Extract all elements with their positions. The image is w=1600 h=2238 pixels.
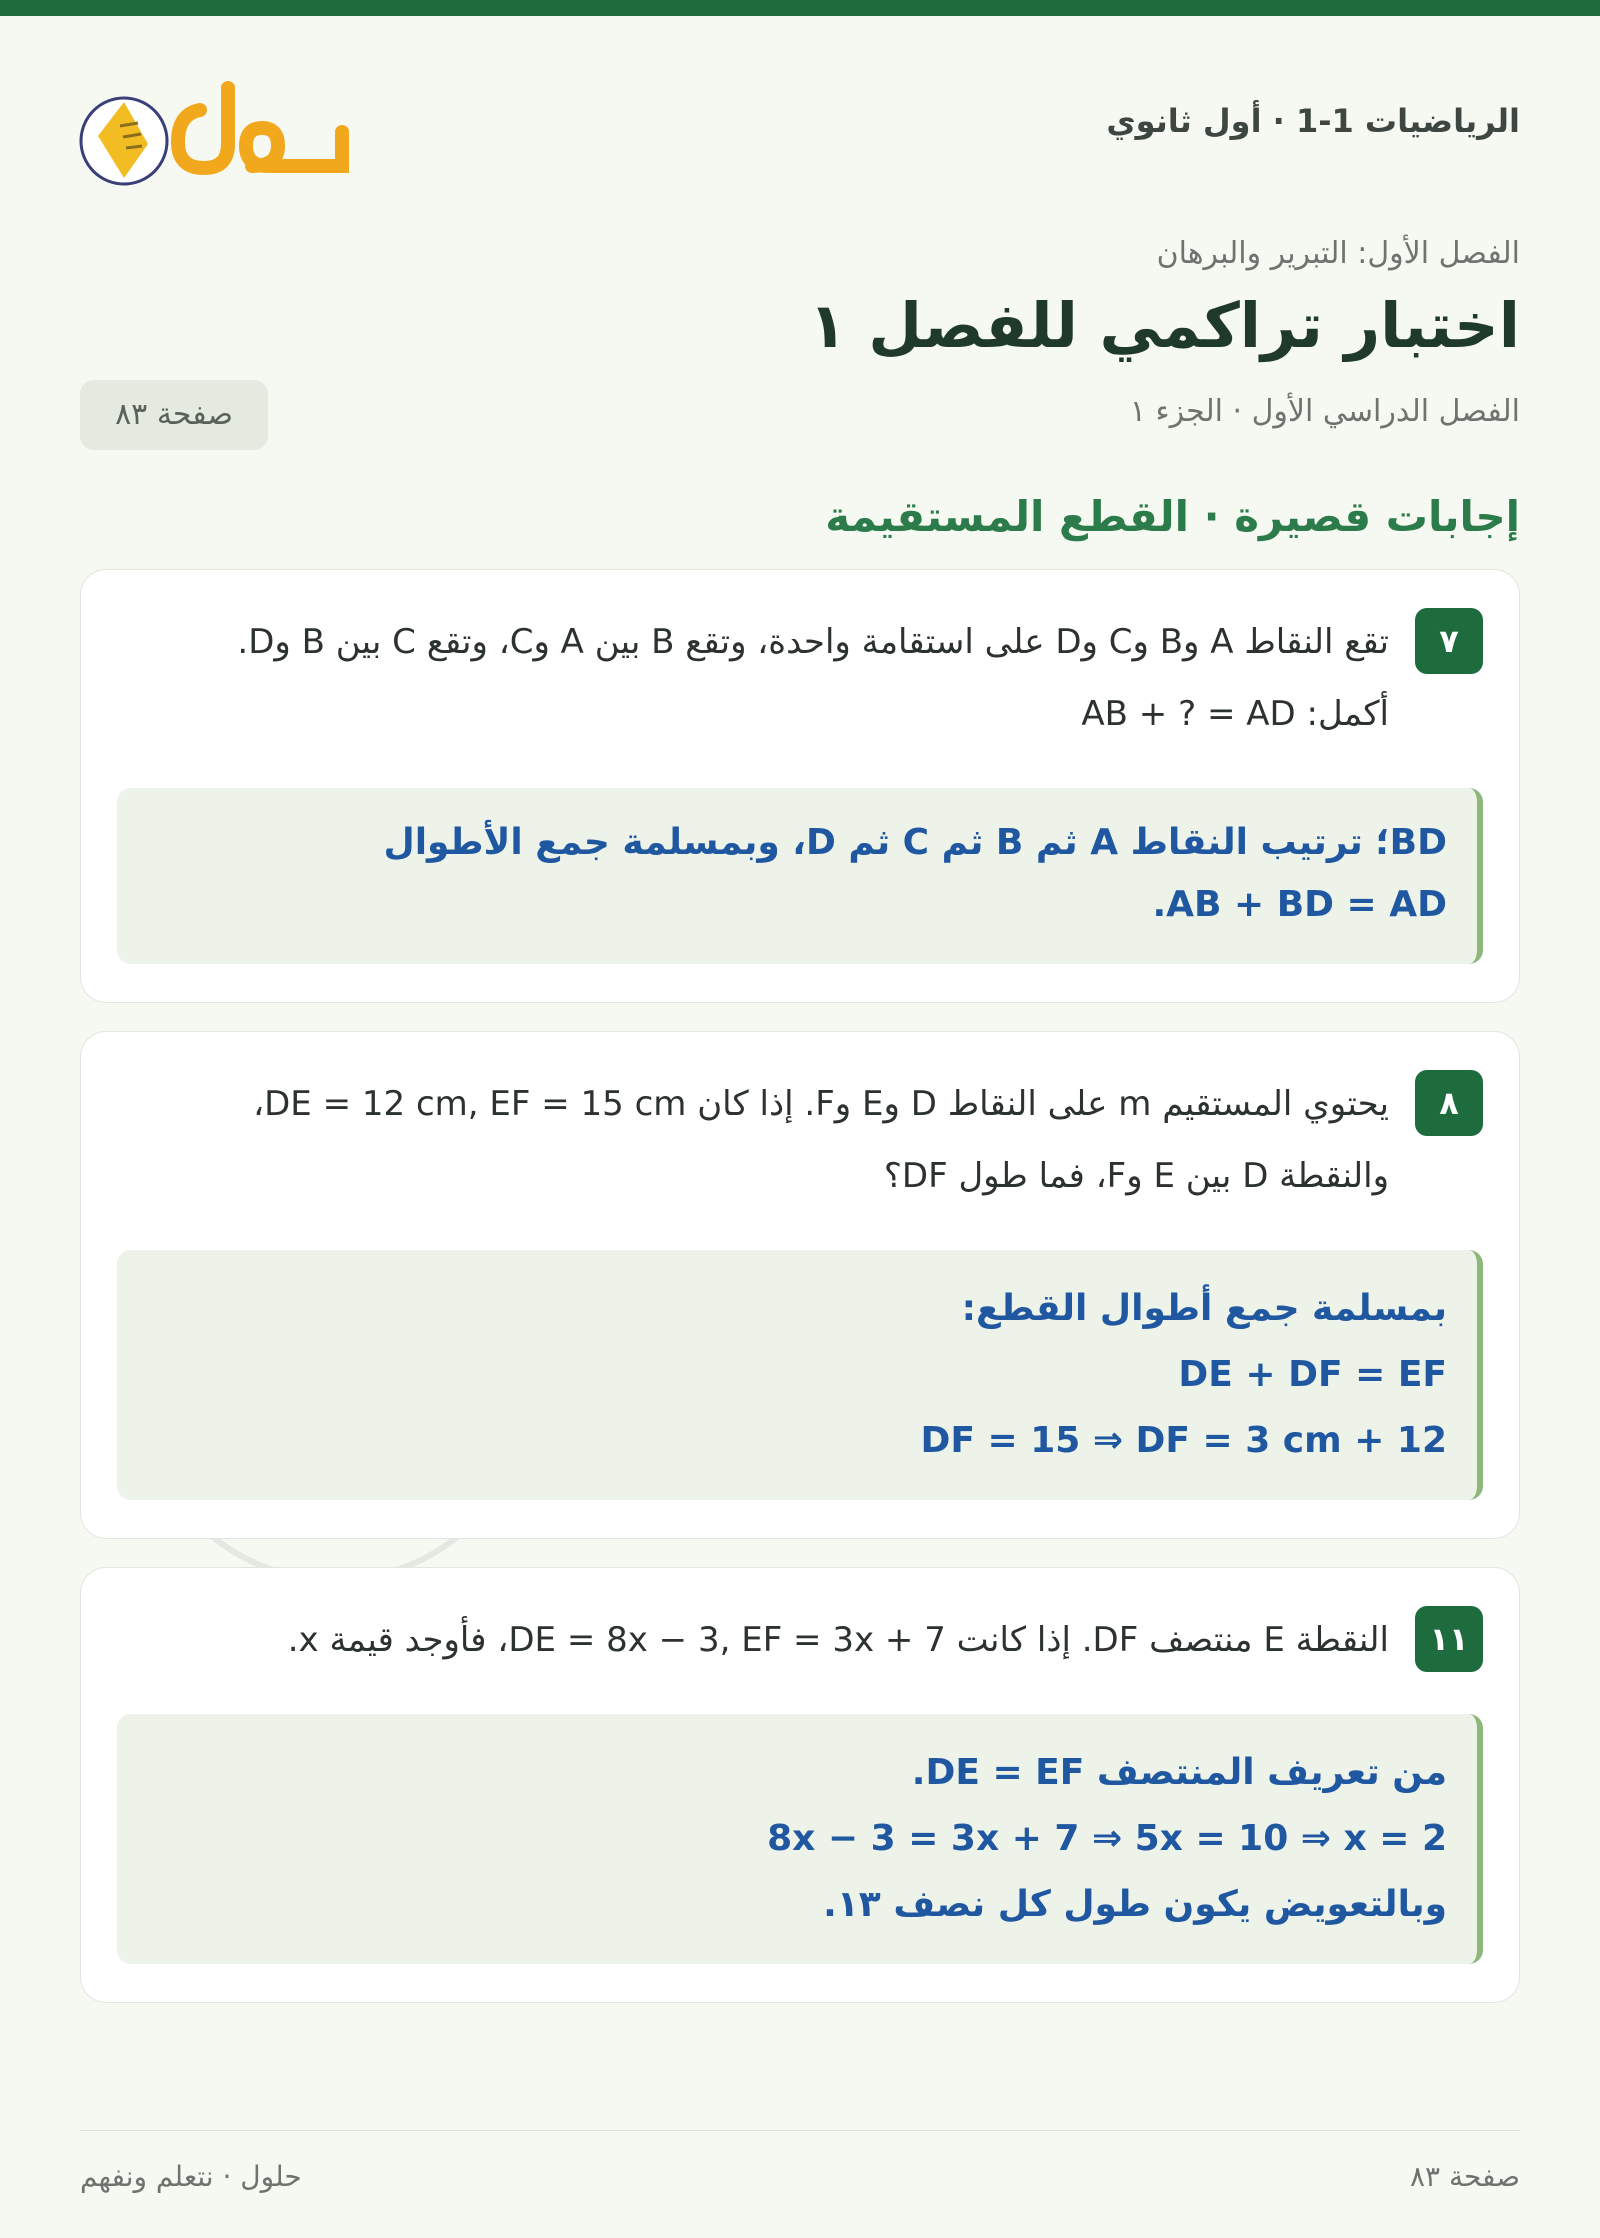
answer-line: AB + BD = AD.	[1152, 884, 1447, 925]
answer-line: 12 + DF = 15 ⇒ DF = 3 cm	[920, 1420, 1447, 1461]
top-accent-bar	[0, 0, 1600, 16]
answer-line: BD؛ ترتيب النقاط A ثم B ثم C ثم D، وبمسلمة جمع الأطوال	[383, 822, 1447, 863]
footer-page-number: صفحة ٨٣	[1409, 2160, 1520, 2193]
question-number: ١١	[1415, 1606, 1483, 1672]
answer-box	[117, 1250, 1483, 1500]
page-header	[77, 16, 1520, 206]
question-row	[117, 1604, 1483, 1676]
answer-line: بمسلمة جمع أطوال القطع:	[961, 1288, 1447, 1329]
answer-line: 8x − 3 = 3x + 7 ⇒ 5x = 10 ⇒ x = 2	[767, 1818, 1447, 1859]
question-number: ٨	[1415, 1070, 1483, 1136]
question-card	[80, 1031, 1520, 1539]
chapter-label: الفصل الأول: التبرير والبرهان	[1156, 236, 1520, 271]
question-line: النقطة E منتصف DF. إذا كانت DE = 8x − 3, EF = 3x + 7، فأوجد قيمة x.	[287, 1620, 1389, 1660]
question-text	[117, 606, 1389, 750]
question-line: تقع النقاط A وB وC وD على استقامة واحدة، وتقع B بين A وC، وتقع C بين B وD.	[237, 622, 1389, 662]
subject-label: الرياضيات 1-1 · أول ثانوي	[1106, 102, 1520, 140]
section-title: إجابات قصيرة · القطع المستقيمة	[825, 492, 1520, 541]
footer-divider	[80, 2130, 1520, 2131]
question-text	[117, 1068, 1389, 1212]
answer-box	[117, 1714, 1483, 1964]
footer-brand: حلول · نتعلم ونفهم	[80, 2160, 302, 2193]
page-title: اختبار تراكمي للفصل ١	[808, 289, 1520, 362]
hulul-logo[interactable]	[77, 66, 360, 196]
question-number: ٧	[1415, 608, 1483, 674]
page-badge: صفحة ٨٣	[80, 380, 268, 450]
question-card	[80, 569, 1520, 1003]
answer-line: وبالتعويض يكون طول كل نصف ١٣.	[823, 1884, 1447, 1925]
logo-text: حلول	[77, 66, 80, 67]
question-row	[117, 606, 1483, 750]
page-content	[77, 16, 1520, 2003]
question-row	[117, 1068, 1483, 1212]
semester-label: الفصل الدراسي الأول · الجزء ١	[1129, 394, 1520, 429]
meta-row	[80, 380, 1520, 460]
question-line: والنقطة D بين E وF، فما طول DF؟	[883, 1156, 1389, 1196]
answer-line: DE + DF = EF	[1178, 1354, 1447, 1395]
question-text	[117, 1604, 1389, 1676]
question-line: أكمل: AB + ? = AD	[1081, 694, 1389, 734]
question-card	[80, 1567, 1520, 2003]
answer-line: من تعريف المنتصف DE = EF.	[911, 1752, 1447, 1793]
answer-box	[117, 788, 1483, 964]
question-line: يحتوي المستقيم m على النقاط D وE وF. إذا كان DE = 12 cm, EF = 15 cm،	[253, 1084, 1389, 1124]
